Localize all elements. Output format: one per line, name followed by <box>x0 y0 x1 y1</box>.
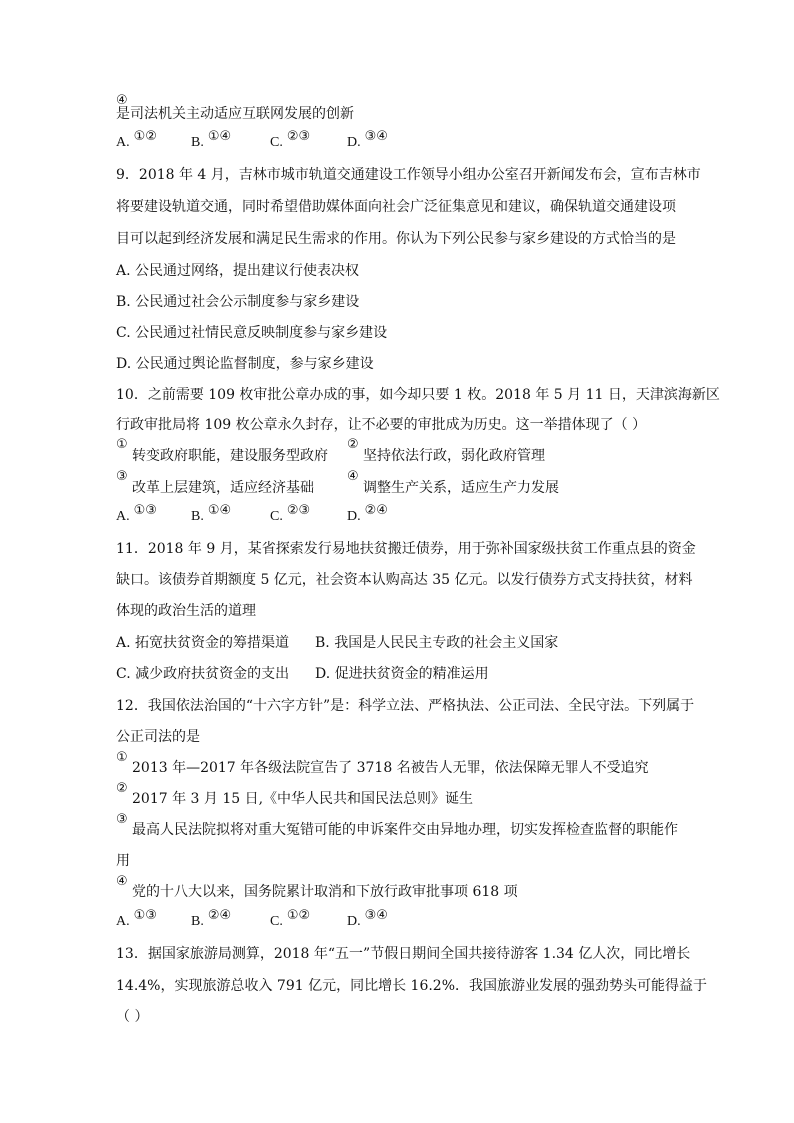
statement-2-mark: ② <box>116 781 128 796</box>
q13-stem-line-2: 14.4%，实现旅游总收入 791 亿元，同比增长 16.2%．我国旅游业发展的强劲势头可能得益于 <box>116 978 708 994</box>
q9-choice-a[interactable]: A. 公民通过网络，提出建议行使表决权 <box>116 263 360 279</box>
q11-choice-b[interactable]: B. 我国是人民民主专政的社会主义国家 <box>315 635 559 651</box>
q12-option-b[interactable]: B. ②④ <box>191 908 232 929</box>
q9-stem-line-3: 目可以起到经济发展和满足民生需求的作用。你认为下列公民参与家乡建设的方式恰当的是 <box>116 231 676 247</box>
statement-3-mark: ③ <box>116 812 128 827</box>
q11-choice-a[interactable]: A. 拓宽扶贫资金的筹措渠道 <box>116 635 290 651</box>
q12-statement-1: 2013 年—2017 年各级法院宣告了 3718 名被告人无罪，依法保障无罪人不受追究 <box>132 760 649 776</box>
q10-stem-line-2: 行政审批局将 109 枚公章永久封存，让不必要的审批成为历史。这一举措体现了（ ） <box>116 417 647 433</box>
q12-statement-3-continued: 用 <box>116 853 130 869</box>
q10-option-d[interactable]: D. ②④ <box>347 503 388 524</box>
q12-option-d[interactable]: D. ③④ <box>347 908 388 929</box>
q9-choice-d[interactable]: D. 公民通过舆论监督制度，参与家乡建设 <box>116 356 374 372</box>
q11-stem-line-2: 缺口。该债券首期额度 5 亿元，社会资本认购高达 35 亿元。以发行债券方式支持扶贫，材料 <box>116 572 693 588</box>
q11-stem-line-1: 11．2018 年 9 月，某省探索发行易地扶贫搬迁债券，用于弥补国家级扶贫工作重点县的资金 <box>116 541 696 557</box>
q10-option-a[interactable]: A. ①③ <box>116 503 157 524</box>
statement-4-mark: ④ <box>116 874 128 889</box>
q10-option-c[interactable]: C. ②③ <box>270 503 311 524</box>
q10-statement-3: 改革上层建筑，适应经济基础 <box>132 480 314 496</box>
q10-option-b[interactable]: B. ①④ <box>191 503 232 524</box>
q12-option-c[interactable]: C. ①② <box>270 908 311 929</box>
q12-statement-4: 党的十八大以来，国务院累计取消和下放行政审批事项 618 项 <box>132 884 518 900</box>
q9-choice-b[interactable]: B. 公民通过社会公示制度参与家乡建设 <box>116 294 360 310</box>
q9-choice-c[interactable]: C. 公民通过社情民意反映制度参与家乡建设 <box>116 325 388 341</box>
q8-option-a[interactable]: A. ①② <box>116 129 157 150</box>
q11-stem-line-3: 体现的政治生活的道理 <box>116 603 256 619</box>
statement-3-mark: ③ <box>116 469 128 484</box>
q13-stem-line-1: 13．据国家旅游局测算，2018 年“五一”节假日期间全国共接待游客 1.34 亿人次，同比增长 <box>116 946 691 962</box>
q12-stem-line-2: 公正司法的是 <box>116 729 200 745</box>
q8-option-c[interactable]: C. ②③ <box>270 129 311 150</box>
q10-stem-line-1: 10．之前需要 109 枚审批公章办成的事，如今却只要 1 枚。2018 年 5 月 11 日，天津滨海新区 <box>116 387 720 403</box>
q8-statement-4: 是司法机关主动适应互联网发展的创新 <box>116 106 354 122</box>
q12-statement-2: 2017 年 3 月 15 日,《中华人民共和国民法总则》诞生 <box>132 791 474 807</box>
q12-statement-3: 最高人民法院拟将对重大冤错可能的申诉案件交由异地办理，切实发挥检查监督的职能作 <box>132 822 678 838</box>
q8-option-d[interactable]: D. ③④ <box>347 129 388 150</box>
statement-4-mark: ④ <box>116 93 128 108</box>
q12-stem-line-1: 12．我国依法治国的“十六字方针”是：科学立法、严格执法、公正司法、全民守法。下列属于 <box>116 698 695 714</box>
q12-option-a[interactable]: A. ①③ <box>116 908 157 929</box>
q10-statement-4: 调整生产关系，适应生产力发展 <box>363 480 559 496</box>
statement-1-mark: ① <box>116 437 128 452</box>
statement-2-mark: ② <box>347 437 359 452</box>
statement-4-mark: ④ <box>347 469 359 484</box>
q9-stem-line-1: 9．2018 年 4 月，吉林市城市轨道交通建设工作领导小组办公室召开新闻发布会，宣布吉林市 <box>116 167 701 183</box>
q10-statement-1: 转变政府职能，建设服务型政府 <box>132 448 328 464</box>
q9-stem-line-2: 将要建设轨道交通，同时希望借助媒体面向社会广泛征集意见和建议，确保轨道交通建设项 <box>116 199 676 215</box>
q13-stem-line-3: （ ） <box>116 1009 149 1025</box>
q8-option-b[interactable]: B. ①④ <box>191 129 232 150</box>
q11-choice-c[interactable]: C. 减少政府扶贫资金的支出 <box>116 666 290 682</box>
q10-statement-2: 坚持依法行政，弱化政府管理 <box>363 448 545 464</box>
q11-choice-d[interactable]: D. 促进扶贫资金的精准运用 <box>315 666 489 682</box>
statement-1-mark: ① <box>116 750 128 765</box>
